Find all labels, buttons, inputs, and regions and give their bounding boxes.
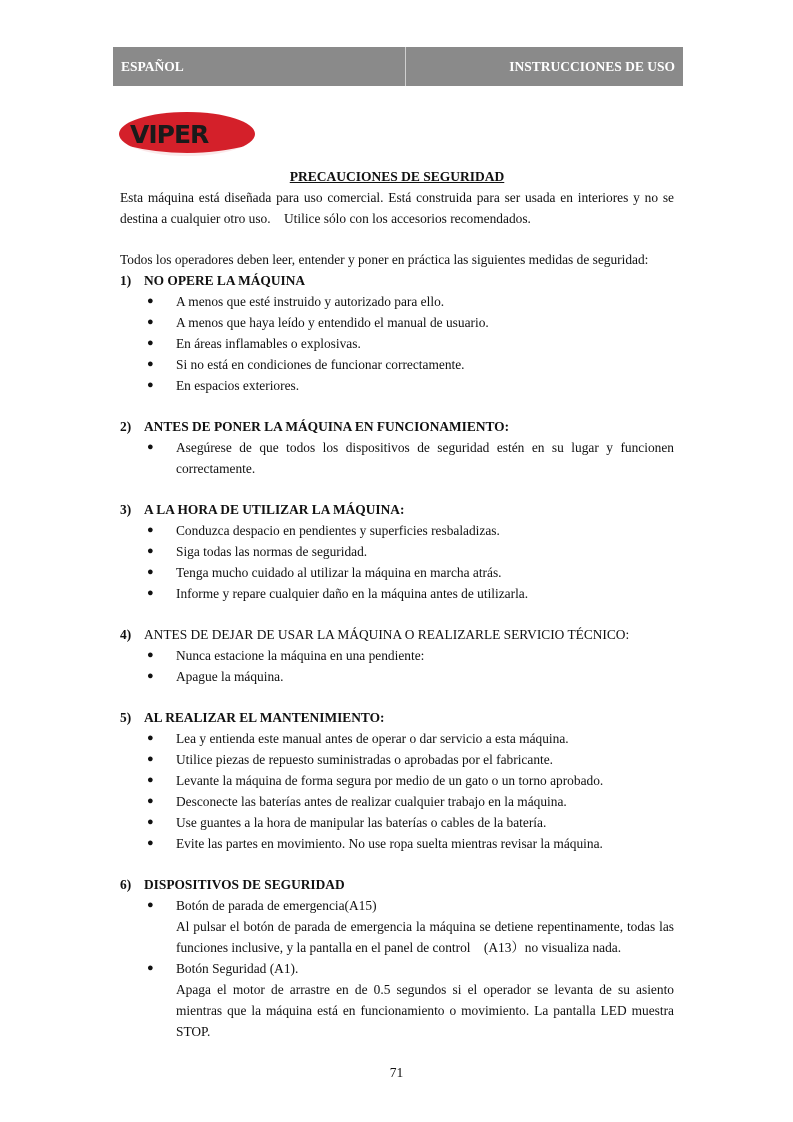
list-item-content: [176, 520, 674, 541]
list-item-content: [176, 312, 674, 333]
list-item-text: Use guantes a la hora de manipular las baterías o cables de la batería.: [176, 815, 547, 830]
bullet-icon: ●: [147, 524, 154, 536]
header-language: ESPAÑOL: [113, 47, 406, 86]
bullet-icon: ●: [147, 587, 154, 599]
list-item: [120, 749, 674, 770]
section-number: 2): [120, 419, 132, 434]
list-item: [120, 312, 674, 333]
list-item-text: Conduzca despacio en pendientes y superficies resbaladizas.: [176, 523, 500, 538]
bullet-icon: ●: [147, 899, 154, 911]
section-number: 6): [120, 877, 132, 892]
list-item: [120, 728, 674, 749]
page-title: PRECAUCIONES DE SEGURIDAD: [289, 169, 505, 184]
bullet-list: [120, 645, 674, 687]
bullet-icon: ●: [147, 774, 154, 786]
list-item-content: [176, 895, 674, 958]
bullet-list: [120, 520, 674, 604]
list-item: [120, 645, 674, 666]
document-body: [120, 166, 674, 1042]
page-header: [113, 47, 683, 86]
bullet-icon: ●: [147, 962, 154, 974]
safety-sections: [120, 270, 674, 1042]
list-item: [120, 895, 674, 958]
section-number: 4): [120, 627, 132, 642]
list-item: [120, 812, 674, 833]
list-item-content: [176, 666, 674, 687]
bullet-icon: ●: [147, 295, 154, 307]
list-item: [120, 958, 674, 1042]
bullet-list: [120, 728, 674, 854]
list-item: [120, 291, 674, 312]
section-title: AL REALIZAR EL MANTENIMIENTO:: [144, 710, 385, 725]
section-title: NO OPERE LA MÁQUINA: [144, 273, 306, 288]
bullet-list: [120, 437, 674, 479]
list-item: [120, 520, 674, 541]
intro-instruction: Todos los operadores deben leer, entender y poner en práctica las siguientes medidas de seguridad:: [120, 252, 649, 267]
list-item: [120, 583, 674, 604]
bullet-icon: ●: [147, 545, 154, 557]
list-item-detail: Al pulsar el botón de parada de emergencia la máquina se detiene repentinamente, todas las funciones inclusive, y la pantalla en el panel de control (A13）no visualiza nada.: [176, 919, 674, 955]
list-item-content: [176, 562, 674, 583]
bullet-icon: ●: [147, 379, 154, 391]
section-heading: [120, 707, 674, 728]
bullet-icon: ●: [147, 441, 154, 453]
list-item-text: A menos que esté instruido y autorizado para ello.: [176, 294, 445, 309]
list-item-content: [176, 833, 674, 854]
list-item: [120, 354, 674, 375]
list-item-text: Si no está en condiciones de funcionar correctamente.: [176, 357, 465, 372]
list-item-text: En áreas inflamables o explosivas.: [176, 336, 361, 351]
bullet-list: [120, 895, 674, 1042]
list-item-text: Botón de parada de emergencia(A15): [176, 898, 377, 913]
list-item-text: Utilice piezas de repuesto suministradas o aprobadas por el fabricante.: [176, 752, 554, 767]
list-item-text: Botón Seguridad (A1).: [176, 961, 299, 976]
list-item-text: Evite las partes en movimiento. No use ropa suelta mientras revisar la máquina.: [176, 836, 603, 851]
list-item-content: [176, 728, 674, 749]
list-item-text: Lea y entienda este manual antes de operar o dar servicio a esta máquina.: [176, 731, 569, 746]
list-item-text: Levante la máquina de forma segura por medio de un gato o un torno aprobado.: [176, 773, 604, 788]
section-title: DISPOSITIVOS DE SEGURIDAD: [144, 877, 345, 892]
bullet-icon: ●: [147, 816, 154, 828]
section-number: 1): [120, 273, 132, 288]
list-item: [120, 791, 674, 812]
section-heading: [120, 499, 674, 520]
bullet-list: [120, 291, 674, 396]
list-item-content: [176, 812, 674, 833]
bullet-icon: ●: [147, 795, 154, 807]
list-item-text: A menos que haya leído y entendido el manual de usuario.: [176, 315, 489, 330]
list-item: [120, 833, 674, 854]
bullet-icon: ●: [147, 566, 154, 578]
list-item-content: [176, 770, 674, 791]
section-number: 5): [120, 710, 132, 725]
header-section-title: INSTRUCCIONES DE USO: [509, 58, 675, 74]
page-number: 71: [389, 1065, 404, 1080]
section-number: 3): [120, 502, 132, 517]
list-item-content: [176, 583, 674, 604]
list-item-content: [176, 645, 674, 666]
list-item-content: [176, 749, 674, 770]
list-item-detail: Apaga el motor de arrastre en de 0.5 segundos si el operador se levanta de su asiento mientras que la máquina está en funcionamiento o movimiento. La pantalla LED muestra STOP.: [176, 982, 674, 1039]
list-item-text: Nunca estacione la máquina en una pendiente:: [176, 648, 425, 663]
bullet-icon: ●: [147, 316, 154, 328]
list-item: [120, 770, 674, 791]
list-item-content: [176, 291, 674, 312]
list-item-text: Siga todas las normas de seguridad.: [176, 544, 368, 559]
list-item-text: Asegúrese de que todos los dispositivos de seguridad estén en su lugar y funcionen correctamente.: [176, 440, 674, 476]
bullet-icon: ●: [147, 732, 154, 744]
list-item: [120, 375, 674, 396]
list-item-text: Desconecte las baterías antes de realizar cualquier trabajo en la máquina.: [176, 794, 567, 809]
list-item-content: [176, 375, 674, 396]
section-heading: [120, 874, 674, 895]
list-item-content: [176, 354, 674, 375]
bullet-icon: ●: [147, 753, 154, 765]
intro-paragraph: Esta máquina está diseñada para uso comercial. Está construida para ser usada en interiores y no se destina a cualquier otro uso. Utilice sólo con los accesorios recomendados.: [120, 190, 674, 226]
list-item-text: Tenga mucho cuidado al utilizar la máquina en marcha atrás.: [176, 565, 502, 580]
list-item-content: [176, 791, 674, 812]
list-item: [120, 333, 674, 354]
section-heading: [120, 270, 674, 291]
list-item-content: [176, 958, 674, 1042]
list-item: [120, 541, 674, 562]
bullet-icon: ●: [147, 337, 154, 349]
section-heading: [120, 624, 674, 645]
section-title: ANTES DE PONER LA MÁQUINA EN FUNCIONAMIENTO:: [144, 419, 510, 434]
bullet-icon: ●: [147, 358, 154, 370]
bullet-icon: ●: [147, 649, 154, 661]
section-heading: [120, 416, 674, 437]
list-item: [120, 666, 674, 687]
bullet-icon: ●: [147, 670, 154, 682]
list-item: [120, 437, 674, 479]
list-item-content: [176, 541, 674, 562]
list-item-content: [176, 437, 674, 479]
list-item-content: [176, 333, 674, 354]
list-item-text: Informe y repare cualquier daño en la máquina antes de utilizarla.: [176, 586, 529, 601]
list-item-text: Apague la máquina.: [176, 669, 284, 684]
viper-logo: [118, 111, 256, 157]
section-title: ANTES DE DEJAR DE USAR LA MÁQUINA O REALIZARLE SERVICIO TÉCNICO:: [144, 627, 630, 642]
list-item: [120, 562, 674, 583]
bullet-icon: ●: [147, 837, 154, 849]
list-item-text: En espacios exteriores.: [176, 378, 300, 393]
section-title: A LA HORA DE UTILIZAR LA MÁQUINA:: [144, 502, 405, 517]
logo-text: VIPER: [130, 120, 209, 149]
